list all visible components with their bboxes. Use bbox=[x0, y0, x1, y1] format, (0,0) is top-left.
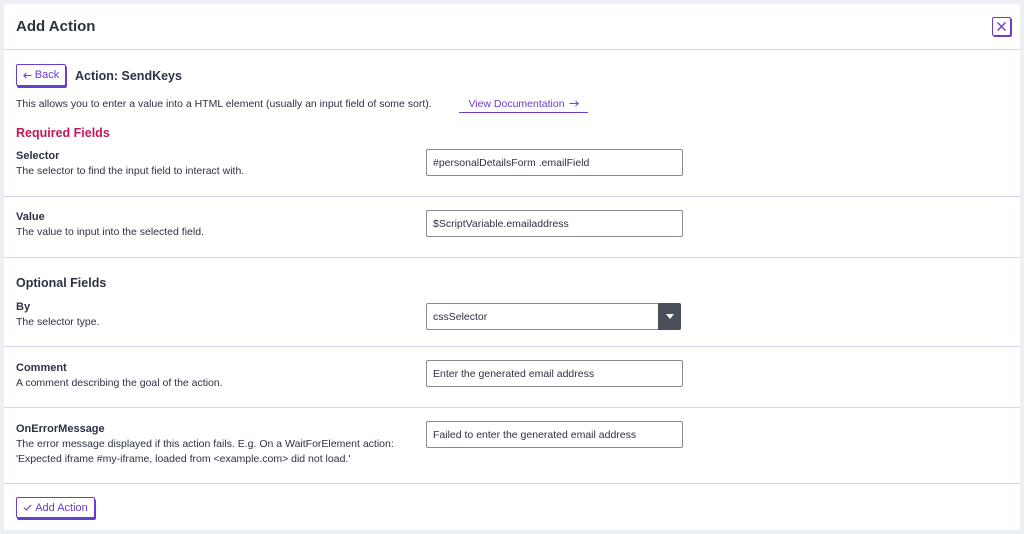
check-icon bbox=[23, 504, 32, 511]
arrow-right-icon bbox=[569, 100, 579, 107]
by-select[interactable] bbox=[426, 303, 681, 330]
back-label: Back bbox=[34, 69, 60, 81]
close-icon bbox=[996, 21, 1007, 32]
selector-label: Selector bbox=[16, 150, 60, 162]
selector-description: The selector to find the input field to interact with. bbox=[16, 165, 245, 177]
optional-fields-heading: Optional Fields bbox=[16, 276, 107, 290]
value-description: The value to input into the selected field. bbox=[16, 226, 204, 238]
add-action-label: Add Action bbox=[35, 501, 88, 514]
value-label: Value bbox=[16, 211, 45, 223]
on-error-message-description-line2: 'Expected iframe #my-iframe, loaded from <example.com> did not load.' bbox=[16, 453, 351, 465]
divider bbox=[4, 257, 1020, 258]
back-button[interactable] bbox=[16, 64, 66, 86]
comment-input[interactable]: Enter the generated email address bbox=[426, 360, 683, 387]
on-error-message-description-line1: The error message displayed if this action fails. E.g. On a WaitForElement action: bbox=[16, 438, 394, 450]
on-error-message-input[interactable]: Failed to enter the generated email address bbox=[426, 421, 683, 448]
by-description: The selector type. bbox=[16, 316, 100, 328]
add-action-modal bbox=[4, 4, 1020, 530]
comment-label: Comment bbox=[16, 362, 67, 374]
modal-title: Add Action bbox=[16, 18, 96, 35]
divider bbox=[4, 483, 1020, 484]
divider bbox=[4, 346, 1020, 347]
select-toggle[interactable] bbox=[658, 303, 681, 330]
divider bbox=[4, 196, 1020, 197]
doc-link-label: View Documentation bbox=[468, 97, 565, 110]
chevron-down-icon bbox=[666, 314, 674, 319]
action-description: This allows you to enter a value into a HTML element (usually an input field of some sort). bbox=[16, 98, 432, 110]
modal-header bbox=[4, 4, 1020, 50]
by-label: By bbox=[16, 301, 31, 313]
action-title: Action: SendKeys bbox=[75, 69, 182, 83]
add-action-button[interactable] bbox=[16, 497, 95, 518]
selector-input[interactable]: #personalDetailsForm .emailField bbox=[426, 149, 683, 176]
comment-description: A comment describing the goal of the action. bbox=[16, 377, 223, 389]
divider bbox=[4, 407, 1020, 408]
required-fields-heading: Required Fields bbox=[16, 126, 110, 140]
close-button[interactable] bbox=[992, 17, 1011, 36]
by-select-value: cssSelector bbox=[433, 311, 488, 323]
value-input[interactable]: $ScriptVariable.emailaddress bbox=[426, 210, 683, 237]
arrow-left-icon bbox=[23, 72, 32, 79]
view-documentation-link[interactable] bbox=[459, 95, 588, 113]
on-error-message-label: OnErrorMessage bbox=[16, 423, 105, 435]
